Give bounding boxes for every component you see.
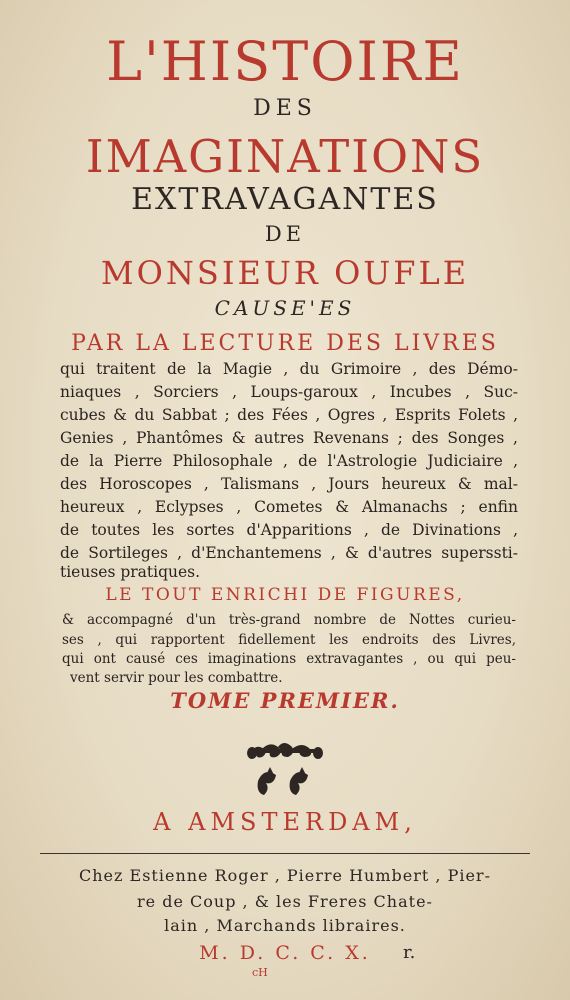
enriched-line: LE TOUT ENRICHI DE FIGURES, [105, 585, 465, 605]
body-line: Genies , Phantômes & autres Revenans ; des Songes , [60, 429, 518, 447]
handwritten-mark-2: cH [252, 966, 268, 979]
body-line: niaques , Sorciers , Loups-garoux , Incubes , Suc- [60, 383, 518, 401]
body-line: qui traitent de la Magie , du Grimoire , des Démo- [60, 360, 518, 378]
body-line: heureux , Eclypses , Cometes & Almanachs ; enfin [60, 498, 518, 516]
author-name: MONSIEUR OUFLE [100, 254, 470, 292]
notes-line: ses , qui rapportent fidellement les endroits des Livres, [62, 632, 516, 648]
body-line: de toutes les sortes d'Apparitions , de Divinations , [60, 521, 518, 539]
by-reading-line: PAR LA LECTURE DES LIVRES [71, 331, 499, 356]
notes-line: qui ont causé ces imaginations extravagantes , ou qui peu- [62, 651, 516, 667]
body-line: de la Pierre Philosophale , de l'Astrologie Judiciaire , [60, 452, 518, 470]
title-line-1: L'HISTOIRE [106, 30, 464, 93]
imprint-year: M. D. C. C. X. [199, 942, 371, 964]
body-line: tieuses pratiques. [60, 563, 201, 581]
body-line: de Sortileges , d'Enchantemens , & d'autres superssti- [60, 544, 518, 562]
title-line-2: DES [253, 96, 317, 121]
body-line: des Horoscopes , Talismans , Jours heureux & mal- [60, 475, 518, 493]
publisher-line: re de Coup , & les Freres Chate- [137, 892, 433, 911]
title-line-5: DE [264, 222, 306, 246]
publisher-line: Chez Estienne Roger , Pierre Humbert , Pier- [79, 866, 491, 885]
volume-label: TOME PREMIER. [170, 688, 400, 713]
notes-line: & accompagné d'un très-grand nombre de Nottes curieu- [62, 612, 516, 628]
title-line-4: EXTRAVAGANTES [131, 182, 439, 217]
publisher-line: lain , Marchands libraires. [164, 916, 406, 935]
notes-line: vent servir pour les combattre. [70, 670, 283, 686]
divider-rule [40, 853, 530, 854]
caused-line: CAUSE'ES [214, 296, 356, 320]
printers-ornament-icon [0, 735, 570, 805]
imprint-place: A AMSTERDAM, [153, 808, 417, 836]
title-line-3: IMAGINATIONS [85, 130, 485, 183]
handwritten-mark: r. [403, 942, 416, 963]
body-line: cubes & du Sabbat ; des Fées , Ogres , Esprits Folets , [60, 406, 518, 424]
